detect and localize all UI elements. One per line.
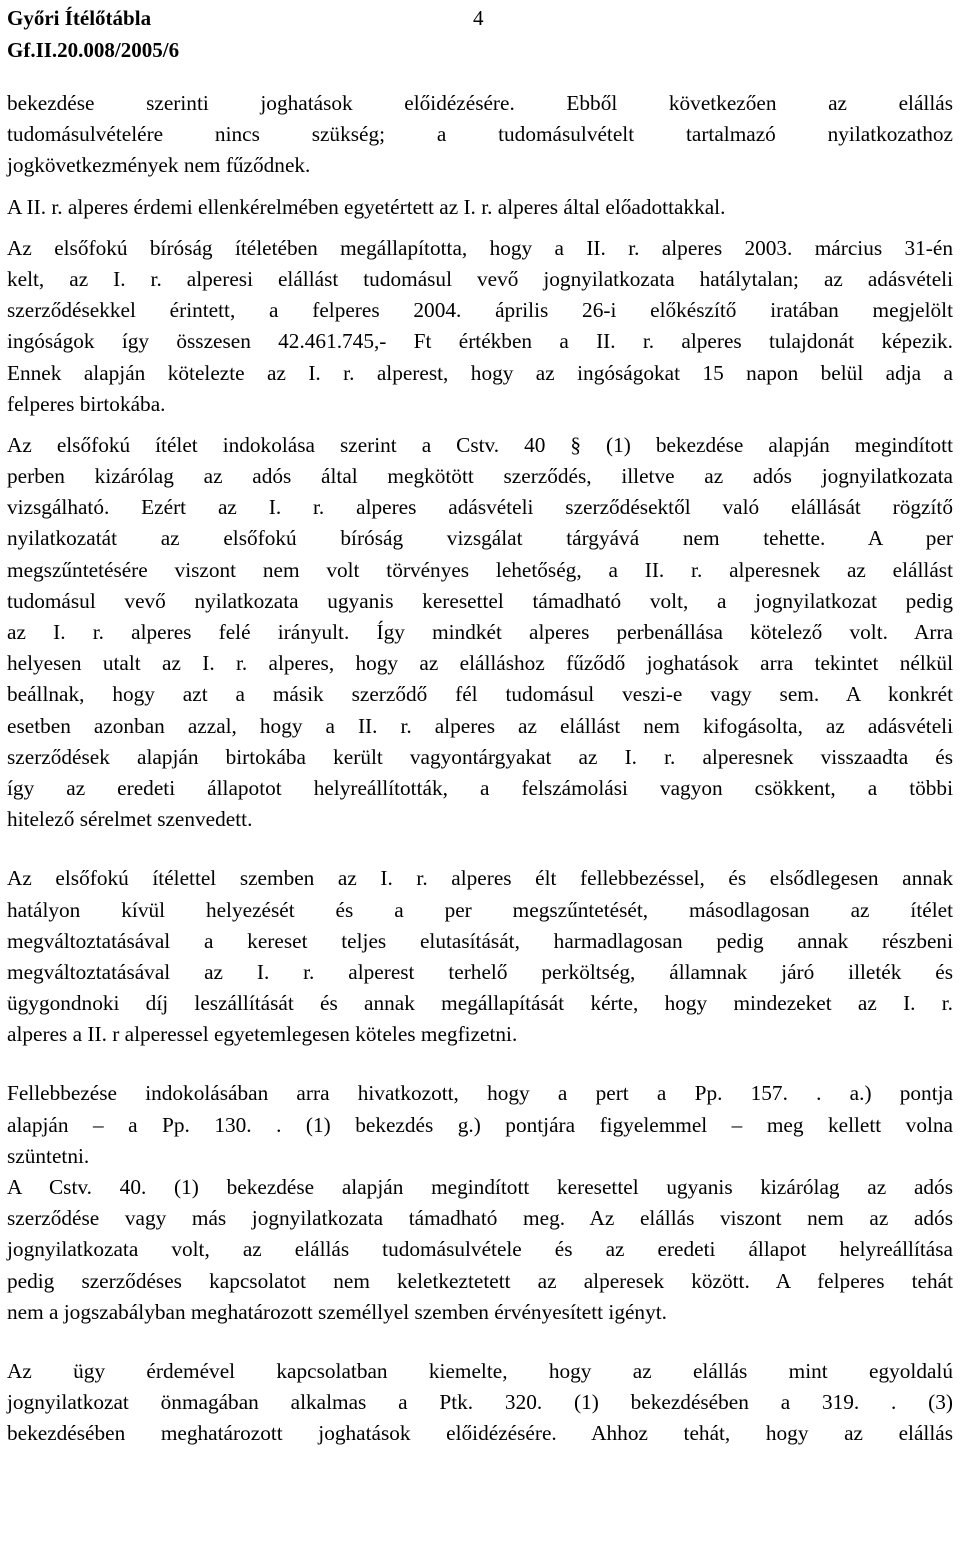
text-line: szerződések alapján birtokába került vagyontárgyakat az I. r. alperesnek visszaadta és bbox=[7, 744, 953, 769]
text-line: jognyilatkozat önmagában alkalmas a Ptk. 320. (1) bekezdésében a 319. . (3) bbox=[7, 1390, 953, 1415]
text-line: helyesen utalt az I. r. alperes, hogy az elálláshoz fűződő joghatások arra tekintet nélkül bbox=[7, 651, 953, 676]
text-line: Fellebbezése indokolásában arra hivatkozott, hogy a pert a Pp. 157. . a.) pontja bbox=[7, 1081, 953, 1106]
text-line: hatályon kívül helyezését és a per megszűntetését, másodlagosan az ítélet bbox=[7, 897, 953, 922]
text-line: Az elsőfokú ítélet indokolása szerint a Cstv. 40 § (1) bekezdése alapján megindított bbox=[7, 432, 953, 457]
text-line: tudomásul vevő nyilatkozata ugyanis keresettel támadható volt, a jognyilatkozat pedig bbox=[7, 588, 953, 613]
paragraph bbox=[7, 1356, 953, 1450]
case-number: Gf.II.20.008/2005/6 bbox=[7, 38, 180, 62]
text-line: beállnak, hogy azt a másik szerződő fél tudomásul veszi-e vagy sem. A konkrét bbox=[7, 682, 953, 707]
paragraph bbox=[7, 430, 953, 835]
text-line: alperes a II. r alperessel egyetemlegesen köteles megfizetni. bbox=[7, 1022, 518, 1047]
text-line: megszűntetésére viszont nem volt törvényes lehetőség, a II. r. alperesnek az elállást bbox=[7, 557, 953, 582]
text-line: vizsgálható. Ezért az I. r. alperes adásvételi szerződésektől való elállását rögzítő bbox=[7, 495, 953, 520]
text-line: tudomásulvételére nincs szükség; a tudomásulvételt tartalmazó nyilatkozathoz bbox=[7, 122, 953, 147]
page-number: 4 bbox=[473, 6, 484, 30]
court-name: Győri Ítélőtábla bbox=[7, 6, 152, 30]
text-line: alapján – a Pp. 130. . (1) bekezdés g.) pontjára figyelemmel – meg kellett volna bbox=[7, 1112, 953, 1137]
text-line: jogkövetkezmények nem fűződnek. bbox=[7, 153, 311, 178]
paragraph bbox=[7, 863, 953, 1050]
text-line: Ennek alapján kötelezte az I. r. alperest, hogy az ingóságokat 15 napon belül adja a bbox=[7, 360, 953, 385]
text-line: bekezdésében meghatározott joghatások előidézésére. Ahhoz tehát, hogy az elállás bbox=[7, 1421, 953, 1446]
text-line: Az elsőfokú bíróság ítéletében megállapította, hogy a II. r. alperes 2003. március 31-én bbox=[7, 235, 953, 260]
text-line: az I. r. alperes felé irányult. Így mindkét alperes perbenállása kötelező volt. Arra bbox=[7, 620, 953, 644]
document-body bbox=[7, 88, 953, 1450]
text-line: pedig szerződéses kapcsolatot nem keletkeztetett az alperesek között. A felperes tehát bbox=[7, 1268, 953, 1293]
text-line: nyilatkozatát az elsőfokú bíróság vizsgálat tárgyává nem tehette. A per bbox=[7, 526, 953, 551]
paragraph bbox=[7, 192, 953, 223]
text-line: így az eredeti állapotot helyreállították, a felszámolási vagyon csökkent, a többi bbox=[7, 775, 953, 800]
text-line: szerződésekkel érintett, a felperes 2004. április 26-i előkészítő iratában megjelölt bbox=[7, 298, 953, 323]
text-line: megváltoztatásával a kereset teljes elutasítását, harmadlagosan pedig annak részbeni bbox=[7, 928, 953, 953]
text-line: ingóságok így összesen 42.461.745,- Ft értékben a II. r. alperes tulajdonát képezik. bbox=[7, 329, 953, 354]
paragraph bbox=[7, 1172, 953, 1328]
text-line: hitelező sérelmet szenvedett. bbox=[7, 807, 253, 832]
text-line: esetben azonban azzal, hogy a II. r. alperes az elállást nem kifogásolta, az adásvételi bbox=[7, 713, 953, 738]
text-line: nem a jogszabályban meghatározott személlyel szemben érvényesített igényt. bbox=[7, 1299, 667, 1324]
text-line: szüntetni. bbox=[7, 1143, 90, 1168]
text-line: Az elsőfokú ítélettel szemben az I. r. alperes élt fellebbezéssel, és elsődlegesen annak bbox=[7, 866, 953, 891]
text-line: bekezdése szerinti joghatások előidézésére. Ebből következően az elállás bbox=[7, 91, 953, 115]
page-header bbox=[7, 2, 179, 66]
text-line: jognyilatkozata volt, az elállás tudomásulvétele és az eredeti állapot helyreállítása bbox=[7, 1237, 953, 1262]
text-line: kelt, az I. r. alperesi elállást tudomásul vevő jognyilatkozata hatálytalan; az adásvételi bbox=[7, 266, 953, 291]
text-line: ügygondnoki díj leszállítását és annak megállapítását kérte, hogy mindezeket az I. r. bbox=[7, 991, 953, 1016]
text-line: A Cstv. 40. (1) bekezdése alapján megindított keresettel ugyanis kizárólag az adós bbox=[7, 1175, 953, 1199]
text-line: perben kizárólag az adós által megkötött szerződés, illetve az adós jognyilatkozata bbox=[7, 464, 953, 489]
text-line: A II. r. alperes érdemi ellenkérelmében egyetértett az I. r. alperes által előadottakkal. bbox=[7, 194, 726, 219]
text-line: Az ügy érdemével kapcsolatban kiemelte, hogy az elállás mint egyoldalú bbox=[7, 1358, 953, 1383]
text-line: megváltoztatásával az I. r. alperest terhelő perköltség, államnak járó illeték és bbox=[7, 959, 953, 984]
paragraph bbox=[7, 1078, 953, 1172]
paragraph bbox=[7, 233, 953, 420]
text-line: felperes birtokába. bbox=[7, 391, 166, 416]
text-line: szerződése vagy más jognyilatkozata támadható meg. Az elállás viszont nem az adós bbox=[7, 1206, 953, 1231]
paragraph bbox=[7, 88, 953, 182]
